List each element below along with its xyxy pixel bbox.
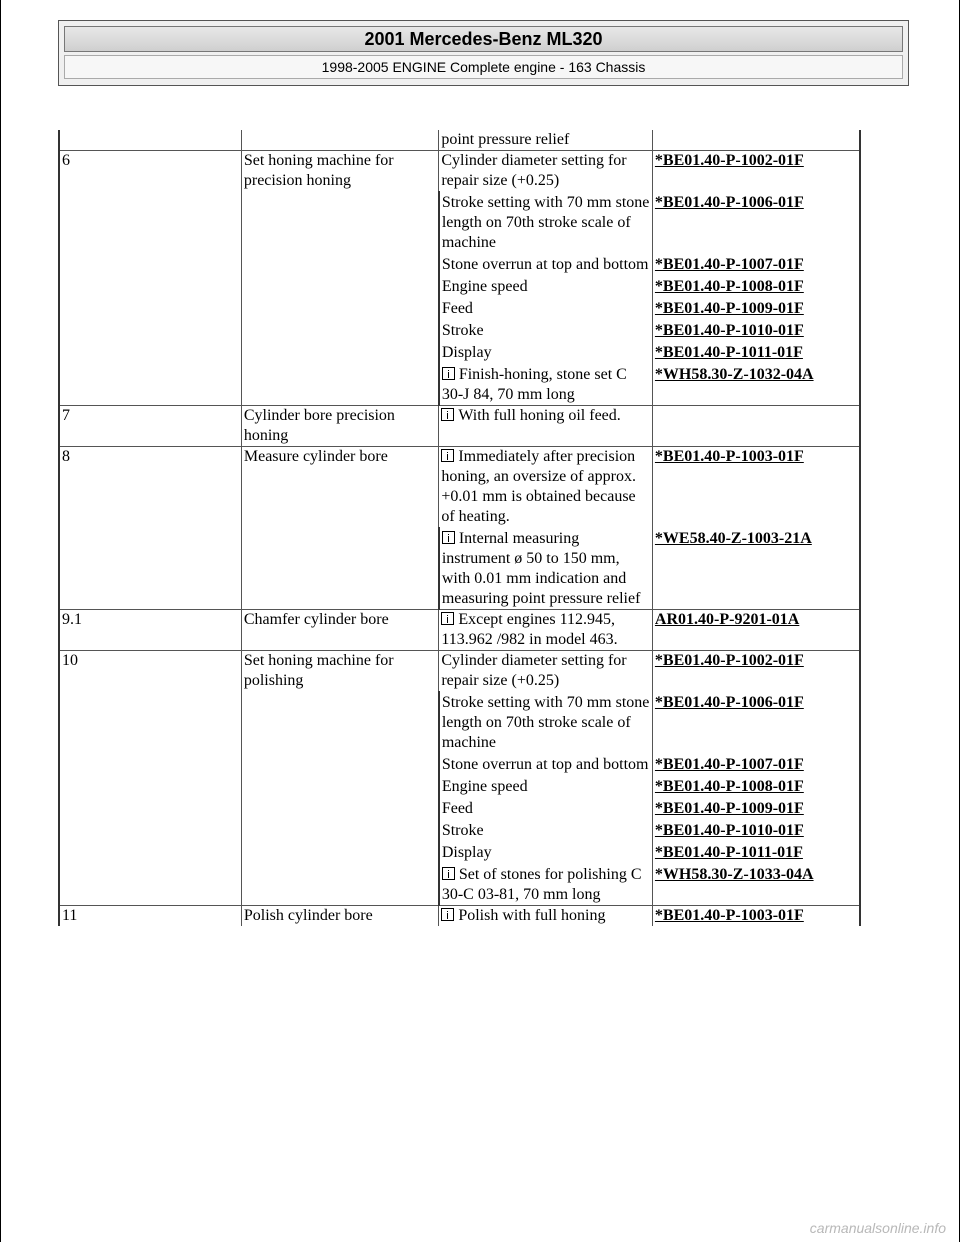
- work-step: Set honing machine for polishing: [241, 651, 438, 906]
- note-cell: Display: [439, 841, 653, 863]
- note-cell: Cylinder diameter setting for repair size (+0.25): [439, 151, 653, 192]
- procedure-table: [58, 130, 861, 926]
- ref-cell: [652, 363, 860, 406]
- ref-cell: [652, 610, 860, 651]
- reference-link[interactable]: *BE01.40-P-1006-01F: [654, 694, 804, 711]
- note-text: Internal measuring instrument ø 50 to 150 mm, with 0.01 mm indication and measuring point pressure relief: [441, 530, 641, 607]
- document-subtitle: 1998-2005 ENGINE Complete engine - 163 Chassis: [64, 55, 903, 79]
- note-text: Immediately after precision honing, an oversize of approx. +0.01 mm is obtained because of heating.: [441, 448, 636, 525]
- step-number: 6: [59, 151, 241, 406]
- note-cell: [439, 363, 653, 406]
- note-cell: Display: [439, 341, 653, 363]
- table-row: [59, 610, 860, 651]
- note-cell: [439, 447, 653, 528]
- note-text: Except engines 112.945, 113.962 /982 in model 463.: [441, 611, 618, 648]
- reference-link[interactable]: *BE01.40-P-1007-01F: [654, 756, 804, 773]
- reference-link[interactable]: *BE01.40-P-1011-01F: [654, 844, 803, 861]
- reference-link[interactable]: *BE01.40-P-1011-01F: [654, 344, 803, 361]
- reference-link[interactable]: *BE01.40-P-1002-01F: [654, 652, 804, 669]
- step-number: 8: [59, 447, 241, 610]
- ref-cell: [652, 819, 860, 841]
- step-number: 10: [59, 651, 241, 906]
- work-step: Measure cylinder bore: [241, 447, 438, 610]
- ref-cell: [652, 775, 860, 797]
- step-number: 7: [59, 406, 241, 447]
- ref-cell: [652, 691, 860, 753]
- table-row: [59, 651, 860, 692]
- ref-cell: [652, 275, 860, 297]
- note-cell: Stroke setting with 70 mm stone length on 70th stroke scale of machine: [439, 191, 653, 253]
- work-step: Chamfer cylinder bore: [241, 610, 438, 651]
- step-number: 9.1: [59, 610, 241, 651]
- ref-cell: [652, 319, 860, 341]
- reference-link[interactable]: *BE01.40-P-1008-01F: [654, 278, 804, 295]
- table-row: [59, 906, 860, 927]
- info-icon: [441, 449, 454, 462]
- work-step: Cylinder bore precision honing: [241, 406, 438, 447]
- note-cell: Engine speed: [439, 275, 653, 297]
- note-cell: [439, 406, 653, 447]
- ref-cell: [652, 406, 860, 447]
- note-cell: Feed: [439, 297, 653, 319]
- table-row: [59, 447, 860, 528]
- reference-link[interactable]: *BE01.40-P-1003-01F: [654, 907, 804, 924]
- ref-cell: [652, 191, 860, 253]
- work-cell: [241, 130, 438, 151]
- info-icon: [442, 367, 455, 380]
- ref-cell: [652, 447, 860, 528]
- reference-link[interactable]: *WE58.40-Z-1003-21A: [654, 530, 812, 547]
- reference-link[interactable]: *BE01.40-P-1009-01F: [654, 800, 804, 817]
- note-cell: Stroke: [439, 319, 653, 341]
- reference-link[interactable]: *BE01.40-P-1010-01F: [654, 822, 804, 839]
- note-cell: Feed: [439, 797, 653, 819]
- ref-cell: [652, 863, 860, 906]
- work-step: Set honing machine for precision honing: [241, 151, 438, 406]
- work-step: Polish cylinder bore: [241, 906, 438, 927]
- ref-cell: [652, 297, 860, 319]
- info-icon: [441, 408, 454, 421]
- note-cell: [439, 527, 653, 610]
- note-cell: point pressure relief: [439, 130, 653, 151]
- note-cell: Cylinder diameter setting for repair size (+0.25): [439, 651, 653, 692]
- ref-cell: [652, 253, 860, 275]
- note-text: With full honing oil feed.: [458, 407, 621, 424]
- reference-link[interactable]: *BE01.40-P-1003-01F: [654, 448, 804, 465]
- document-title: 2001 Mercedes-Benz ML320: [64, 26, 903, 52]
- table-row: [59, 406, 860, 447]
- reference-link[interactable]: *BE01.40-P-1006-01F: [654, 194, 804, 211]
- step-number: 11: [59, 906, 241, 927]
- watermark-text: carmanualsonline.info: [809, 1220, 946, 1236]
- note-cell: Stone overrun at top and bottom: [439, 753, 653, 775]
- note-cell: [439, 906, 653, 927]
- note-cell: [439, 863, 653, 906]
- note-cell: Stroke setting with 70 mm stone length on 70th stroke scale of machine: [439, 691, 653, 753]
- ref-cell: [652, 651, 860, 692]
- reference-link[interactable]: *BE01.40-P-1008-01F: [654, 778, 804, 795]
- info-icon: [441, 612, 454, 625]
- reference-link[interactable]: *BE01.40-P-1009-01F: [654, 300, 804, 317]
- ref-cell: [652, 797, 860, 819]
- ref-cell: [652, 906, 860, 927]
- ref-cell: [652, 753, 860, 775]
- reference-link[interactable]: *BE01.40-P-1002-01F: [654, 152, 804, 169]
- reference-link[interactable]: *WH58.30-Z-1033-04A: [654, 866, 814, 883]
- reference-link[interactable]: *BE01.40-P-1010-01F: [654, 322, 804, 339]
- ref-cell: [652, 841, 860, 863]
- ref-cell: [652, 527, 860, 610]
- note-text: Set of stones for polishing C 30-C 03-81, 70 mm long: [441, 866, 642, 903]
- ref-cell: [652, 130, 860, 151]
- ref-cell: [652, 341, 860, 363]
- info-icon: [442, 867, 455, 880]
- reference-link[interactable]: *BE01.40-P-1007-01F: [654, 256, 804, 273]
- note-cell: Stone overrun at top and bottom: [439, 253, 653, 275]
- note-text: Finish-honing, stone set C 30-J 84, 70 mm long: [441, 366, 627, 403]
- table-row: [59, 151, 860, 192]
- info-icon: [441, 908, 454, 921]
- note-cell: [439, 610, 653, 651]
- note-text: Polish with full honing: [458, 907, 606, 924]
- info-icon: [442, 531, 455, 544]
- table-row: [59, 130, 860, 151]
- step-cell: [59, 130, 241, 151]
- reference-link[interactable]: *WH58.30-Z-1032-04A: [654, 366, 814, 383]
- ref-cell: [652, 151, 860, 192]
- document-header: [58, 20, 909, 86]
- note-cell: Engine speed: [439, 775, 653, 797]
- reference-link[interactable]: AR01.40-P-9201-01A: [654, 611, 800, 628]
- note-cell: Stroke: [439, 819, 653, 841]
